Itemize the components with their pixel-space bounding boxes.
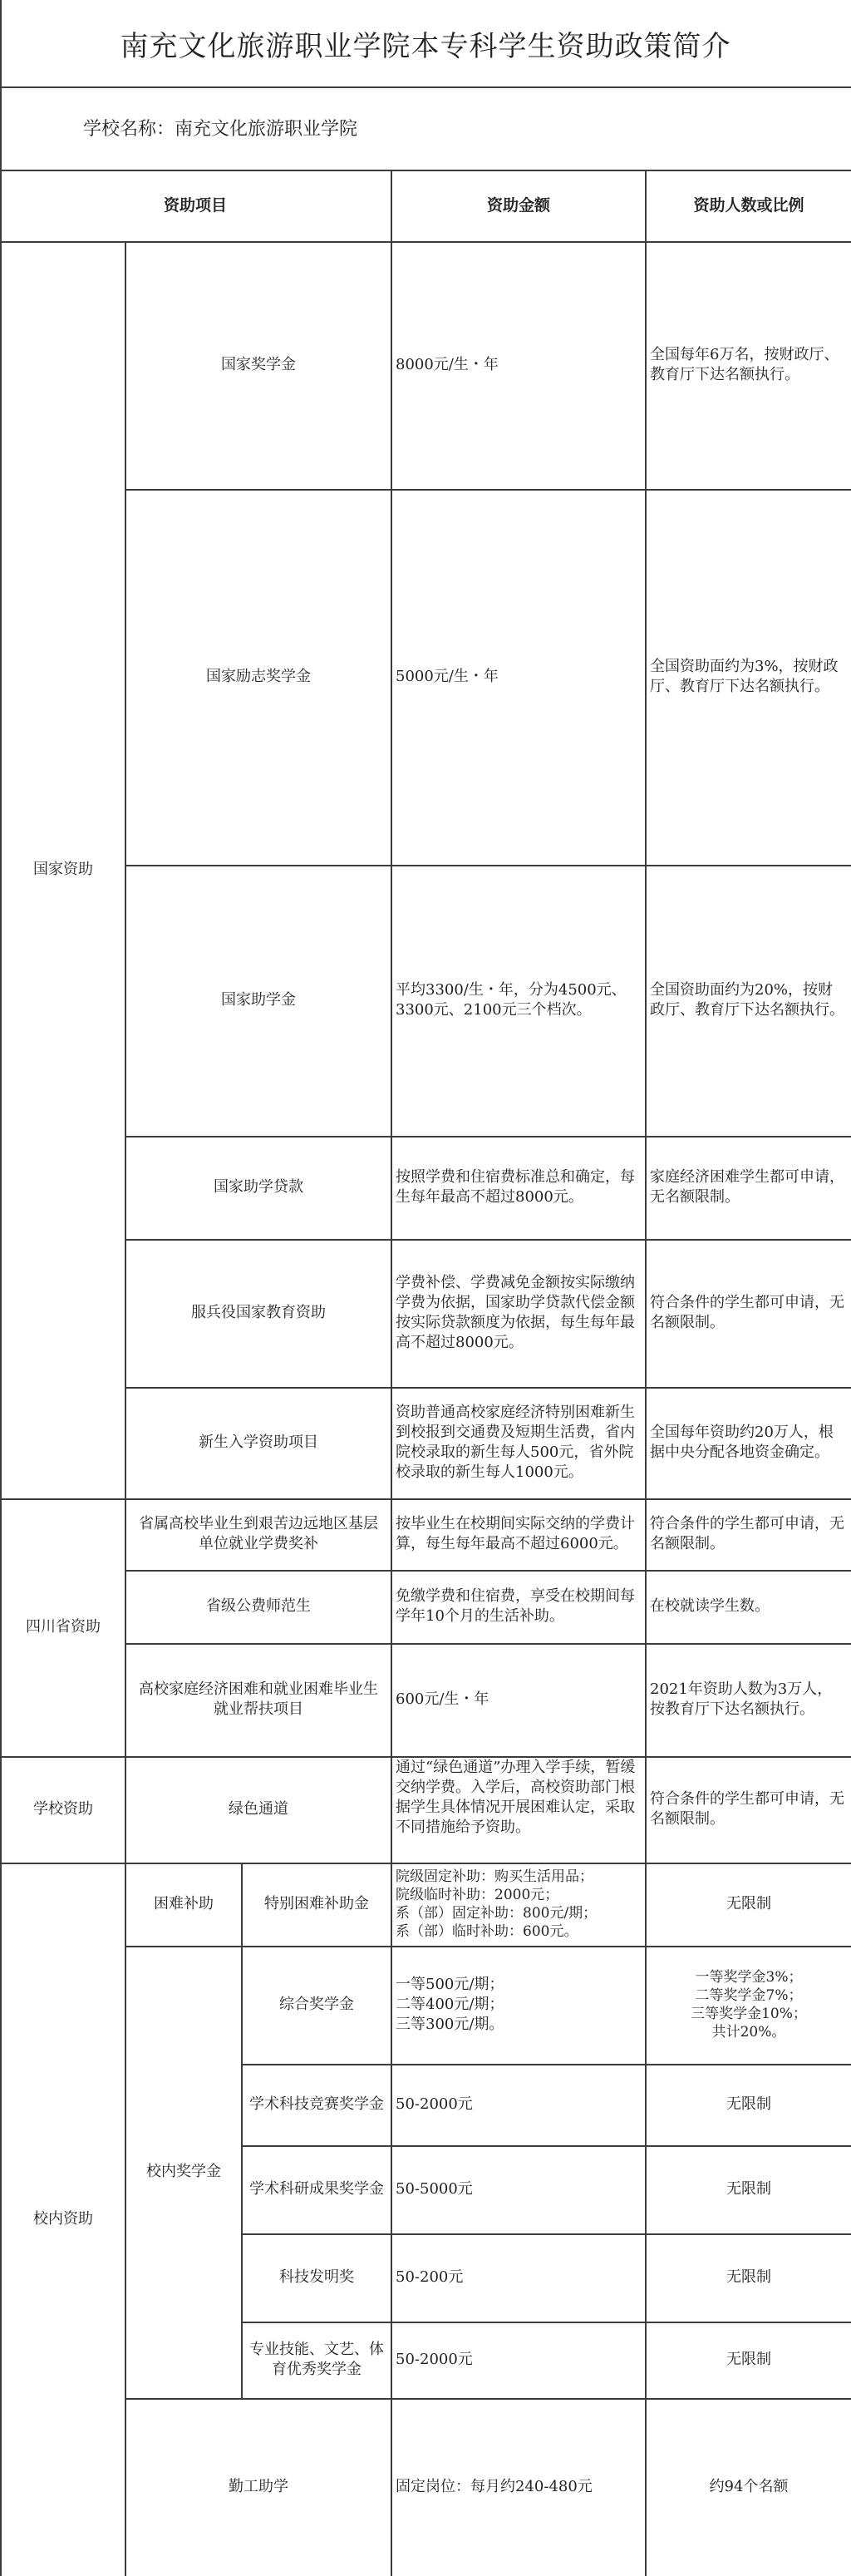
row-name: 新生入学资助项目 [199,1434,318,1451]
row-amount: 按毕业生在校期间实际交纳的学费计算，每生每年最高不超过6000元。 [396,1515,635,1552]
row-ratio: 无限制 [726,2180,771,2198]
row-amount: 平均3300/生・年，分为4500元、3300元、2100元三个档次。 [396,981,627,1019]
group-national: 国家资助 [33,861,93,878]
header-amount: 资助金额 [486,196,550,215]
row-name: 国家助学贷款 [214,1178,303,1196]
row-amount: 50-2000元 [396,2351,473,2368]
row-amount: 按照学费和住宿费标准总和确定，每生每年最高不超过8000元。 [396,1168,635,1206]
row-name: 省级公费师范生 [206,1597,311,1615]
row-name: 勤工助学 [229,2478,288,2495]
row-amount: 学费补偿、学费减免金额按实际缴纳学费为依据，国家助学贷款代偿金额按实际贷款额度为依据，每生每年最高不超过8000元。 [396,1274,635,1351]
row-ratio: 全国每年资助约20万人，根据中央分配各地资金确定。 [650,1424,834,1461]
row-amount: 600元/生・年 [396,1690,489,1708]
row-amount: 50-200元 [396,2268,464,2286]
row-ratio: 无限制 [726,2268,771,2286]
row-name: 综合奖学金 [279,1996,354,2013]
row-name: 服兵役国家教育资助 [191,1304,326,1321]
row-ratio: 无限制 [726,2351,771,2368]
row-name: 专业技能、文艺、体育优秀奖学金 [249,2341,384,2378]
row-ratio: 无限制 [726,2095,771,2113]
row-amount: 免缴学费和住宿费，享受在校期间每学年10个月的生活补助。 [396,1587,635,1625]
row-amount: 50-5000元 [396,2180,473,2198]
row-name: 国家助学金 [221,991,296,1009]
row-amount: 一等500元/期； 二等400元/期； 三等300元/期。 [396,1976,504,2033]
row-amount: 5000元/生・年 [396,668,499,685]
row-ratio: 符合条件的学生都可申请，无名额限制。 [650,1294,844,1331]
group-campus: 校内资助 [33,2210,93,2228]
group-sichuan: 四川省资助 [26,1618,101,1636]
row-amount: 50-2000元 [396,2095,473,2113]
group-school: 学校资助 [33,1800,93,1818]
row-amount: 8000元/生・年 [396,356,499,373]
row-name: 学术科技竞赛奖学金 [249,2095,384,2113]
divider [0,86,851,88]
row-name: 国家奖学金 [221,356,296,373]
row-amount: 院级固定补助：购买生活用品； 院级临时补助：2000元； 系（部）固定补助：800元/期； 系（部）临时补助：600元。 [396,1868,598,1940]
row-ratio: 家庭经济困难学生都可申请，无名额限制。 [650,1168,844,1206]
row-amount: 通过“绿色通道”办理入学手续，暂缓交纳学费。入学后，高校资助部门根据学生具体情况开展困难认定，采取不同措施给予资助。 [396,1759,636,1836]
subgroup-hardship: 困难补助 [154,1895,214,1912]
row-ratio: 无限制 [726,1895,771,1912]
row-ratio: 全国资助面约为20%，按财政厅、教育厅下达名额执行。 [650,981,844,1019]
row-name: 绿色通道 [229,1800,288,1818]
row-ratio: 一等奖学金3%； 二等奖学金7%； 三等奖学金10%； 共计20%。 [691,1969,807,2041]
row-ratio: 2021年资助人数为3万人，按教育厅下达名额执行。 [650,1680,833,1718]
row-name: 科技发明奖 [279,2268,354,2286]
row-amount: 资助普通高校家庭经济特别困难新生到校报到交通费及短期生活费，省内院校录取的新生每人500元，省外院校录取的新生每人1000元。 [396,1404,635,1481]
row-name: 国家励志奖学金 [206,668,311,685]
row-ratio: 约94个名额 [709,2478,789,2495]
divider [391,170,392,2576]
subgroup-scholarship: 校内奖学金 [146,2163,221,2180]
header-project: 资助项目 [163,196,227,215]
row-amount: 固定岗位：每月约240-480元 [396,2478,593,2495]
row-name: 省属高校毕业生到艰苦边远地区基层单位就业学费奖补 [139,1515,378,1552]
row-ratio: 在校就读学生数。 [650,1597,770,1615]
row-ratio: 符合条件的学生都可申请，无名额限制。 [650,1515,844,1552]
page-title: 南充文化旅游职业学院本专科学生资助政策简介 [120,29,731,63]
row-ratio: 符合条件的学生都可申请，无名额限制。 [650,1790,844,1828]
row-name: 特别困难补助金 [264,1895,369,1912]
header-ratio: 资助人数或比例 [693,196,804,215]
row-name: 高校家庭经济困难和就业困难毕业生就业帮扶项目 [139,1680,378,1718]
row-name: 学术科研成果奖学金 [249,2180,384,2198]
row-ratio: 全国每年6万名，按财政厅、教育厅下达名额执行。 [650,346,839,383]
row-ratio: 全国资助面约为3%，按财政厅、教育厅下达名额执行。 [650,658,839,695]
school-name: 学校名称：南充文化旅游职业学院 [83,119,358,140]
